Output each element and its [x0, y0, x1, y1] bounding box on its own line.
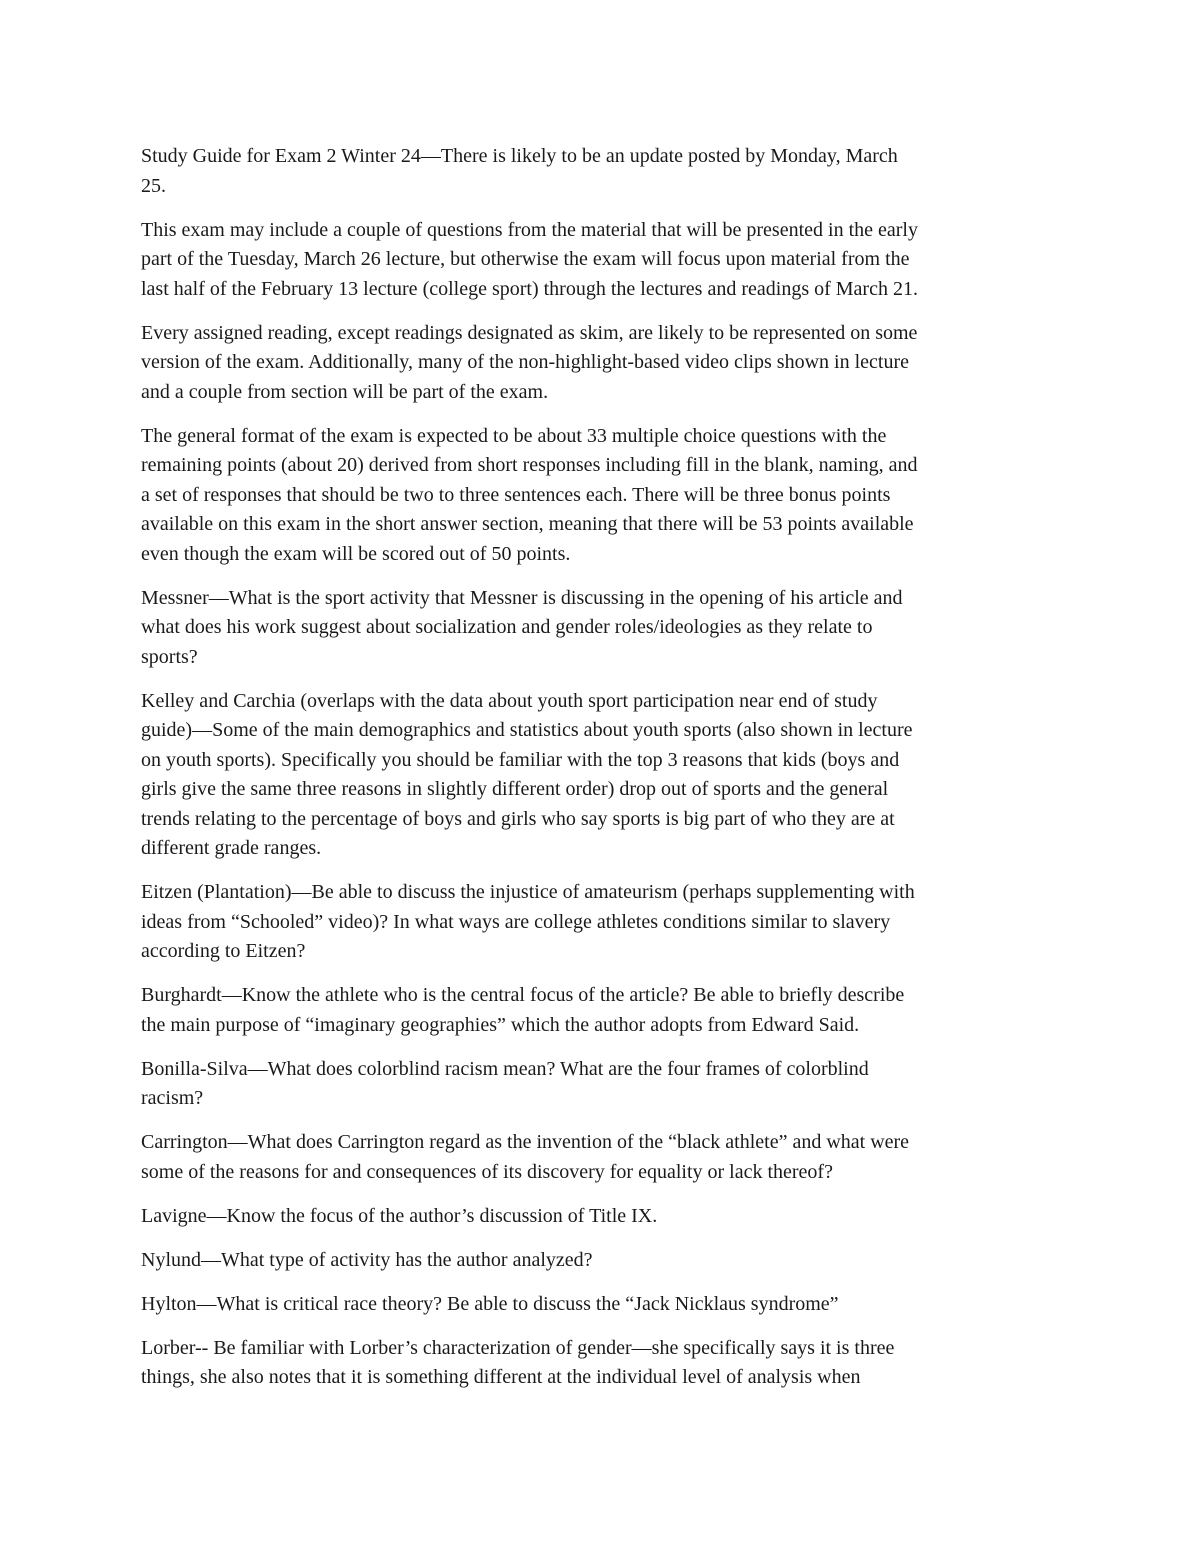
paragraph-carrington: Carrington—What does Carrington regard as the invention of the “black athlete” and what were some of the reasons for and consequences of its discovery for equality or lack thereof? [141, 1131, 910, 1183]
paragraph-nylund: Nylund—What type of activity has the author analyzed? [141, 1248, 593, 1271]
paragraph-kelley-carchia: Kelley and Carchia (overlaps with the data about youth sport participation near end of study guide)—Some of the main demographics and statistics about youth sports (also shown in lecture on youth sports). Specifically you should be familiar with the top 3 reasons that kids (boys and girls give the same three reasons in slightly different order) drop out of sports and the general trends relating to the percentage of boys and girls who say sports is big part of who they are at different grade ranges. [141, 689, 913, 859]
document-body [141, 142, 1066, 1407]
paragraph-title: Study Guide for Exam 2 Winter 24—There is likely to be an update posted by Monday, March 25. [141, 145, 898, 197]
paragraph-messner: Messner—What is the sport activity that Messner is discussing in the opening of his article and what does his work suggest about socialization and gender roles/ideologies as they relate to sports? [141, 586, 903, 668]
paragraph-lorber: Lorber-- Be familiar with Lorber’s characterization of gender—she specifically says it is three things, she also notes that it is something different at the individual level of analysis when [141, 1336, 895, 1388]
paragraph-hylton: Hylton—What is critical race theory? Be able to discuss the “Jack Nicklaus syndrome” [141, 1292, 839, 1315]
paragraph-eitzen: Eitzen (Plantation)—Be able to discuss the injustice of amateurism (perhaps supplementing with ideas from “Schooled” video)? In what ways are college athletes conditions similar to slavery according to Eitzen? [141, 881, 915, 962]
paragraph-format: The general format of the exam is expected to be about 33 multiple choice questions with the remaining points (about 20) derived from short responses including fill in the blank, naming, and a set of responses that should be two to three sentences each. There will be three bonus points available on this exam in the short answer section, meaning that there will be 53 points available even though the exam will be scored out of 50 points. [141, 424, 918, 565]
paragraph-bonilla-silva: Bonilla-Silva—What does colorblind racism mean? What are the four frames of colorblind racism? [141, 1057, 869, 1109]
paragraph-burghardt: Burghardt—Know the athlete who is the central focus of the article? Be able to briefly describe the main purpose of “imaginary geographies” which the author adopts from Edward Said. [141, 984, 905, 1036]
paragraph-lavigne: Lavigne—Know the focus of the author’s discussion of Title IX. [141, 1204, 658, 1227]
paragraph-readings: Every assigned reading, except readings designated as skim, are likely to be represented on some version of the exam. Additionally, many of the non-highlight-based video clips shown in lecture and a couple from section will be part of the exam. [141, 321, 918, 403]
paragraph-exam-scope: This exam may include a couple of questions from the material that will be presented in the early part of the Tuesday, March 26 lecture, but otherwise the exam will focus upon material from the last half of the February 13 lecture (college sport) through the lectures and readings of March 21. [141, 218, 918, 300]
